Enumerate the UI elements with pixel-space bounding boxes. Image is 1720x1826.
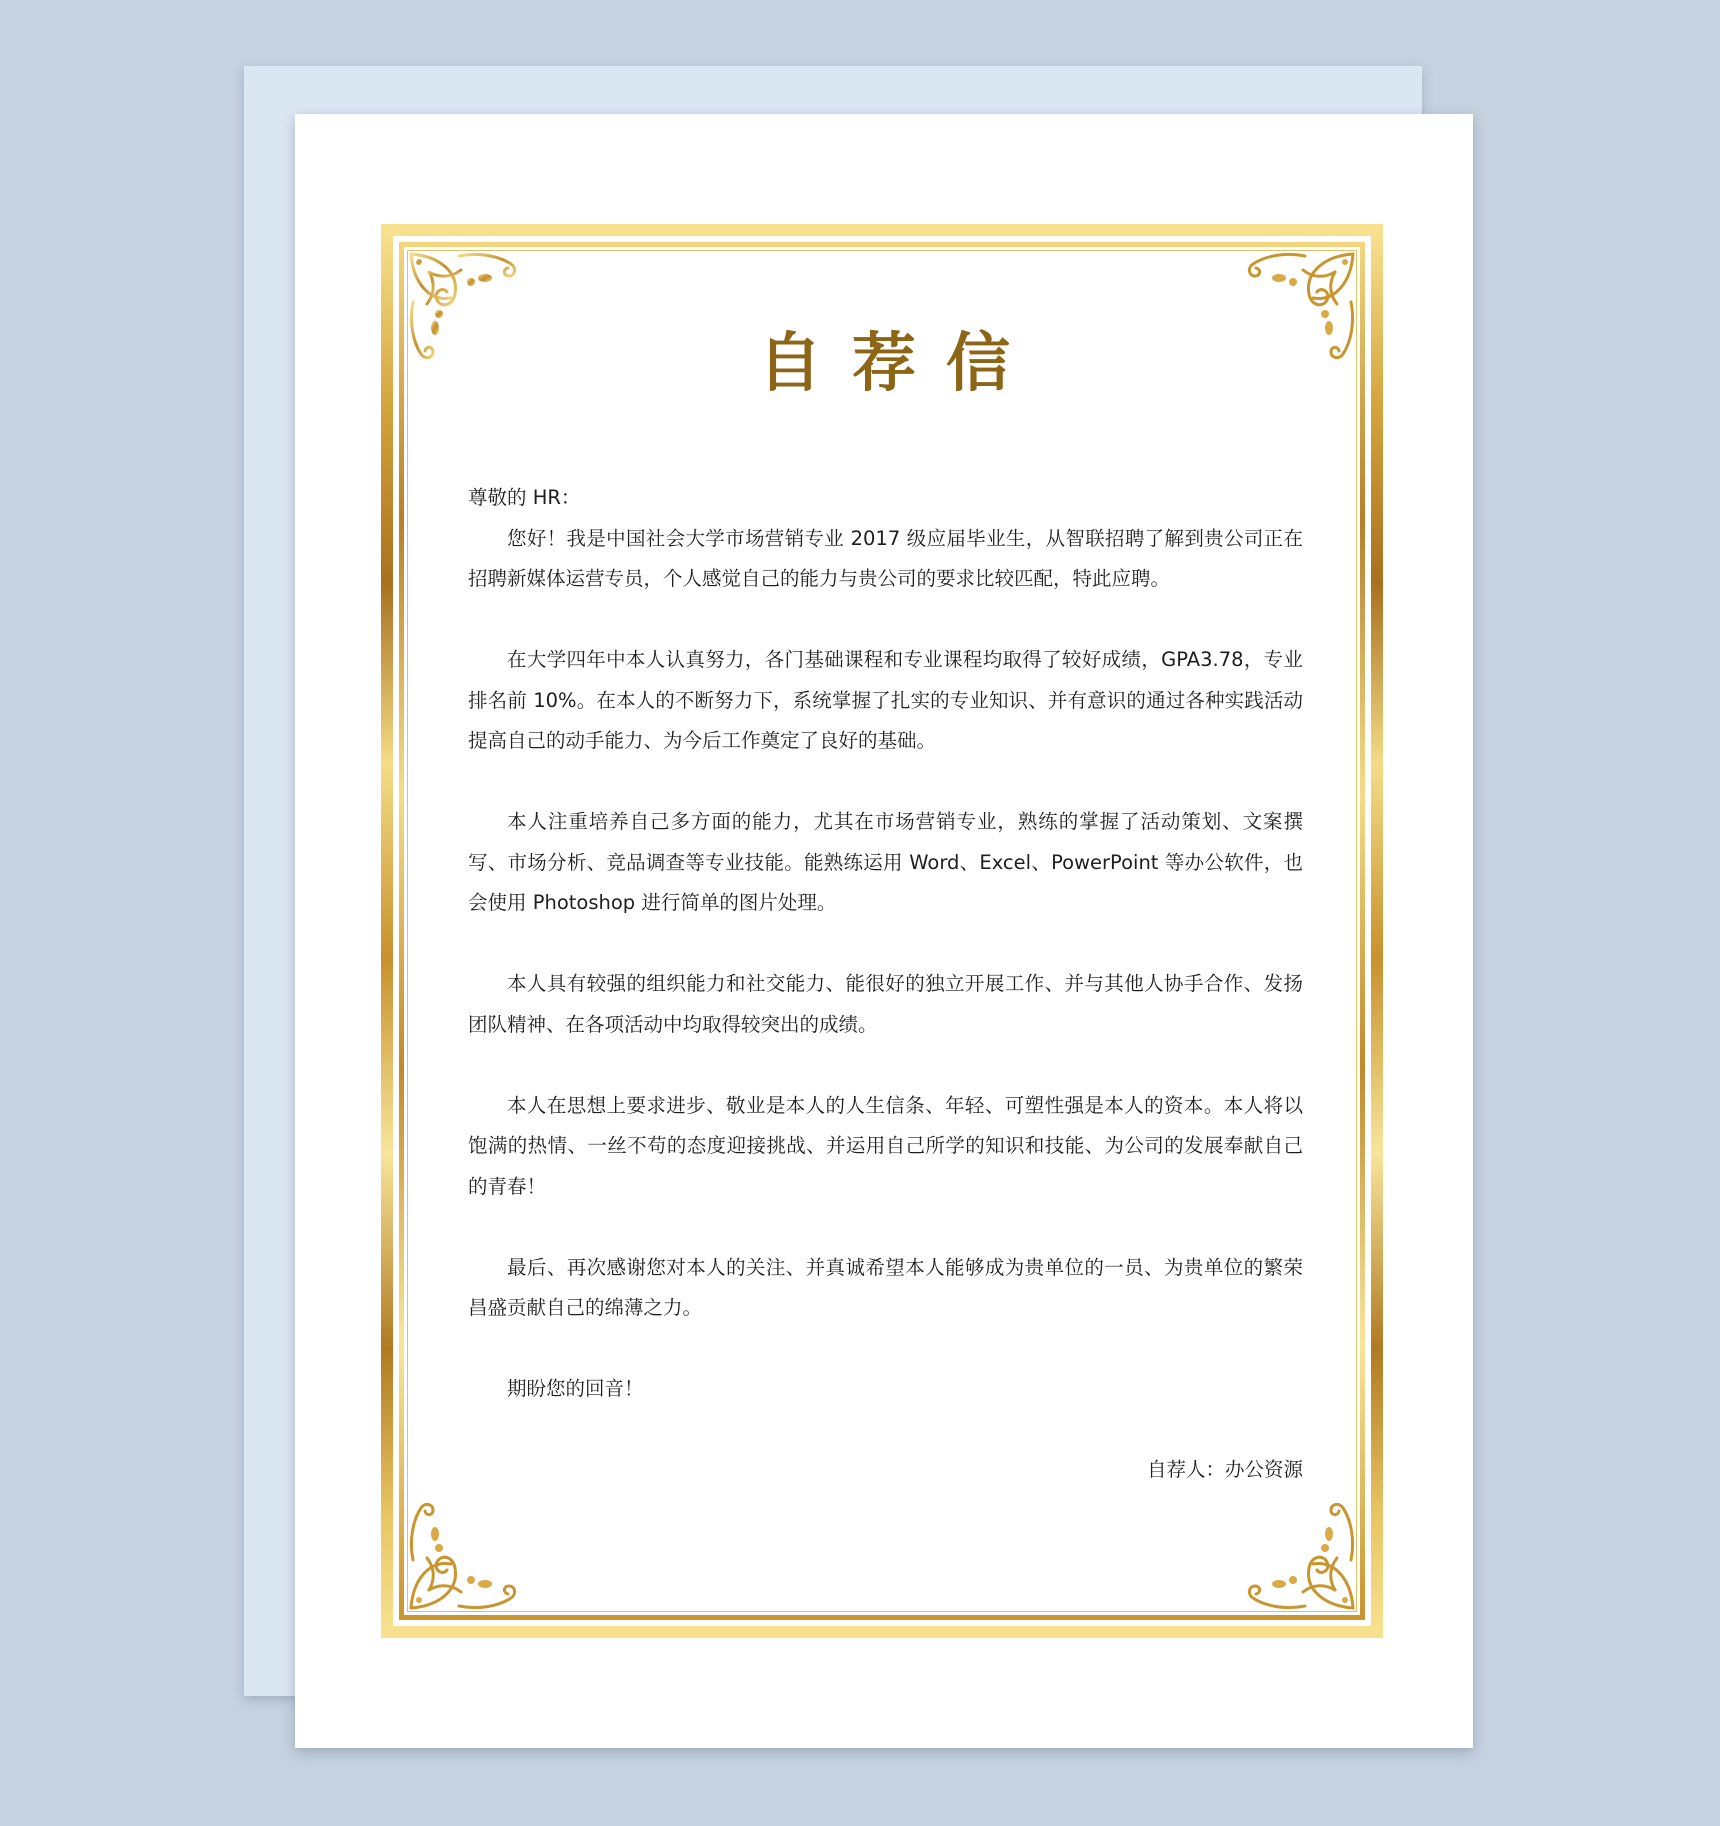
letter-paragraph: 在大学四年中本人认真努力，各门基础课程和专业课程均取得了较好成绩，GPA3.78，专业排名前 10%。在本人的不断努力下，系统掌握了扎实的专业知识、并有意识的通过各种实践活动提高自己的动手能力、为今后工作奠定了良好的基础。	[468, 648, 1303, 752]
corner-ornament-icon	[399, 1490, 529, 1620]
letter-signature: 自荐人：办公资源	[1146, 1458, 1303, 1481]
letter-greeting: 尊敬的 HR：	[468, 486, 581, 509]
letter-page	[295, 114, 1473, 1748]
letter-closing: 期盼您的回音！	[507, 1377, 644, 1400]
letter-paragraph: 本人具有较强的组织能力和社交能力、能很好的独立开展工作、并与其他人协手合作、发扬团队精神、在各项活动中均取得较突出的成绩。	[468, 972, 1303, 1036]
letter-paragraph: 本人在思想上要求进步、敬业是本人的人生信条、年轻、可塑性强是本人的资本。本人将以饱满的热情、一丝不苟的态度迎接挑战、并运用自己所学的知识和技能、为公司的发展奉献自己的青春！	[468, 1093, 1303, 1198]
letter-paragraph: 本人注重培养自己多方面的能力，尤其在市场营销专业，熟练的掌握了活动策划、文案撰写、市场分析、竞品调查等专业技能。能熟练运用 Word、Excel、PowerPoint 等办公软件，也会使用 Photoshop 进行简单的图片处理。	[468, 810, 1303, 914]
letter-paragraph: 您好！我是中国社会大学市场营销专业 2017 级应届毕业生，从智联招聘了解到贵公司正在招聘新媒体运营专员，个人感觉自己的能力与贵公司的要求比较匹配，特此应聘。	[468, 526, 1303, 590]
letter-title: 自荐信	[758, 326, 1040, 401]
letter-body	[468, 478, 1303, 1491]
letter-paragraph: 最后、再次感谢您对本人的关注、并真诚希望本人能够成为贵单位的一员、为贵单位的繁荣昌盛贡献自己的绵薄之力。	[468, 1255, 1303, 1319]
corner-ornament-icon	[1235, 1490, 1365, 1620]
